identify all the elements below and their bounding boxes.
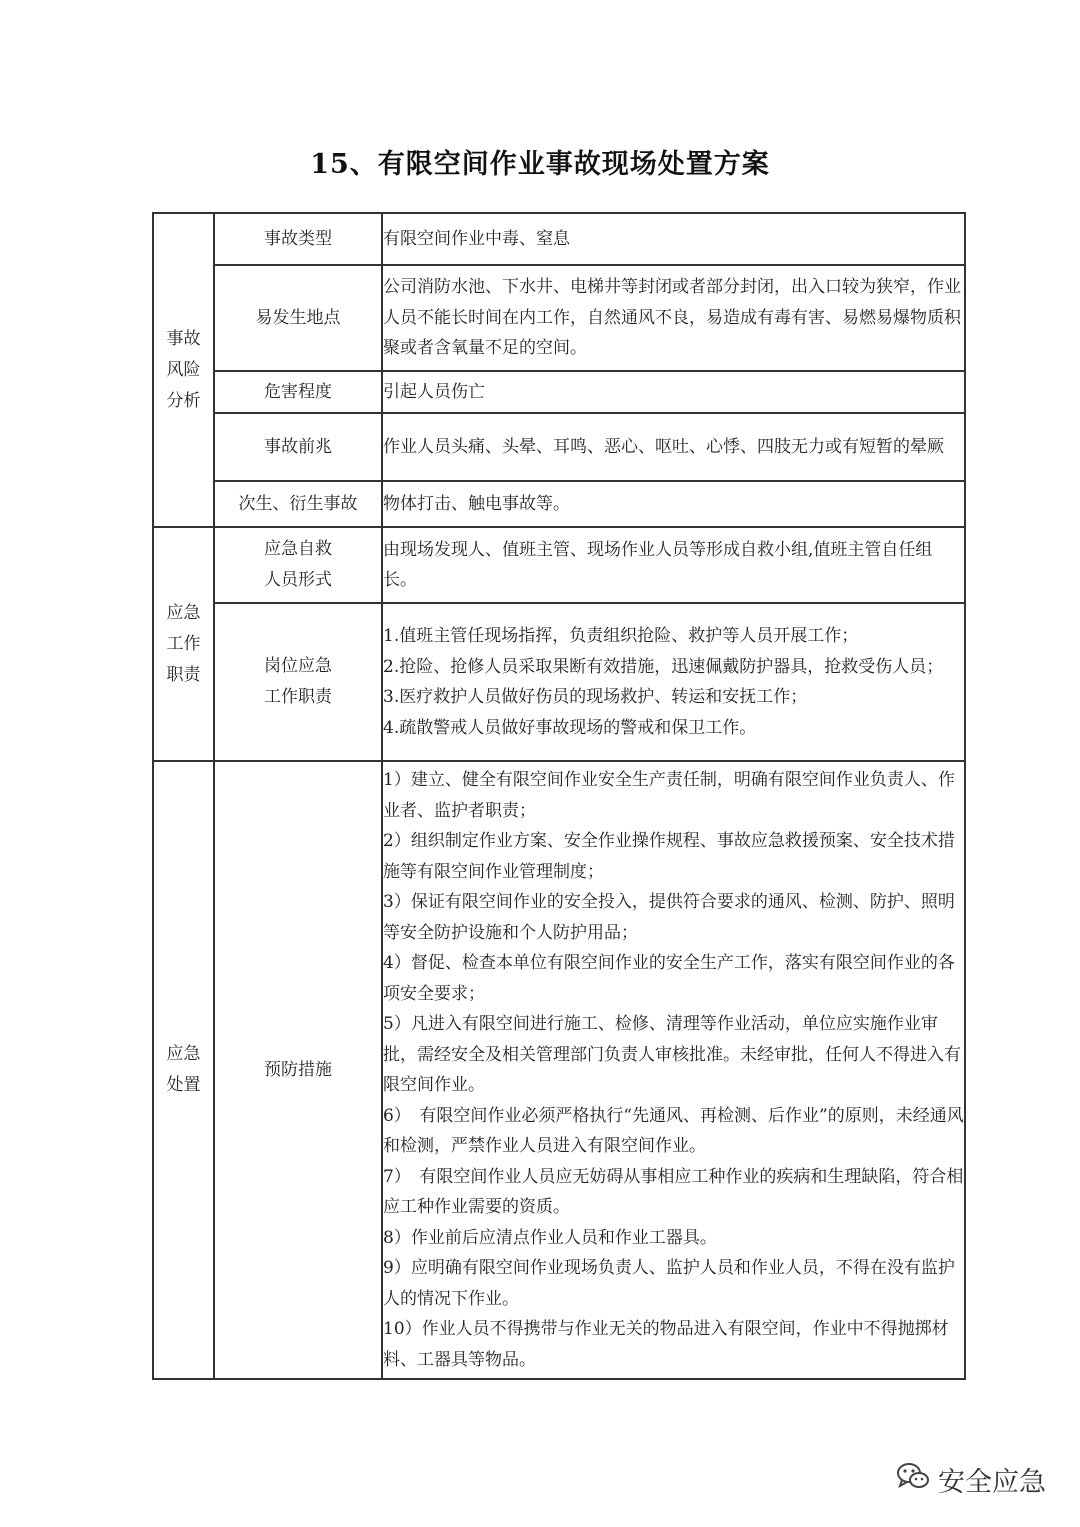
- row-label: [214, 371, 382, 413]
- row-label-text: 岗位应急工作职责: [264, 656, 332, 707]
- emergency-plan-table: [152, 212, 966, 1380]
- measure-item: 1）建立、健全有限空间作业安全生产责任制，明确有限空间作业负责人、作业者、监护者职责；: [383, 770, 955, 821]
- table-row: [153, 413, 965, 481]
- table-row: [153, 527, 965, 603]
- measure-item: 9）应明确有限空间作业现场负责人、监护人员和作业人员，不得在没有监护人的情况下作业。: [383, 1258, 955, 1309]
- row-value: [382, 603, 965, 761]
- measure-item: 7） 有限空间作业人员应无妨碍从事相应工种作业的疾病和生理缺陷，符合相应工种作业需要的资质。: [383, 1166, 964, 1217]
- row-label: [214, 527, 382, 603]
- row-value: 公司消防水池、下水井、电梯井等封闭或者部分封闭，出入口较为狭窄，作业人员不能长时间在内工作，自然通风不良，易造成有毒有害、易燃易爆物质积聚或者含氧量不足的空间。: [382, 265, 965, 371]
- row-value: 引起人员伤亡: [382, 371, 965, 413]
- section-label-text: 应急处置: [166, 1044, 201, 1095]
- section-label-duty: [153, 527, 214, 761]
- table-row: [153, 371, 965, 413]
- row-label-text: 应急自救人员形式: [264, 539, 332, 590]
- row-value: 物体打击、触电事故等。: [382, 481, 965, 527]
- measure-item: 5）凡进入有限空间进行施工、检修、清理等作业活动，单位应实施作业审批，需经安全及相关管理部门负责人审核批准。未经审批，任何人不得进入有限空间作业。: [383, 1014, 961, 1095]
- row-label: [214, 213, 382, 265]
- table-row: [153, 481, 965, 527]
- page-title: 15、有限空间作业事故现场处置方案: [310, 149, 770, 180]
- section-label-handling: [153, 761, 214, 1379]
- measure-item: 4）督促、检查本单位有限空间作业的安全生产工作，落实有限空间作业的各项安全要求；: [383, 953, 955, 1004]
- measure-item: 8）作业前后应清点作业人员和作业工器具。: [383, 1227, 717, 1248]
- row-value: [382, 761, 965, 1379]
- row-value: 由现场发现人、值班主管、现场作业人员等形成自救小组,值班主管自任组长。: [382, 527, 965, 603]
- watermark-text: 安全应急: [938, 1466, 1046, 1498]
- measure-item: 2）组织制定作业方案、安全作业操作规程、事故应急救援预案、安全技术措施等有限空间作业管理制度；: [383, 831, 955, 882]
- duty-item: 2.抢险、抢修人员采取果断有效措施，迅速佩戴防护器具，抢救受伤人员；: [383, 656, 944, 677]
- row-value: 作业人员头痛、头晕、耳鸣、恶心、呕吐、心悸、四肢无力或有短暂的晕厥: [382, 413, 965, 481]
- section-label-text: 应急工作职责: [166, 602, 201, 685]
- table-row: [153, 213, 965, 265]
- row-label-text: 危害程度: [264, 381, 332, 402]
- section-label-text: 事故风险分析: [166, 328, 201, 411]
- row-label-text: 次生、衍生事故: [238, 493, 358, 514]
- wechat-icon: [896, 1461, 938, 1498]
- row-label-text: 易发生地点: [255, 307, 341, 328]
- row-label: [214, 603, 382, 761]
- row-label: [214, 265, 382, 371]
- measure-item: 10）作业人员不得携带与作业无关的物品进入有限空间，作业中不得抛掷材料、工器具等物品。: [383, 1319, 949, 1370]
- row-label: [214, 413, 382, 481]
- row-label: [214, 481, 382, 527]
- section-label-risk: [153, 213, 214, 527]
- table-row: [153, 761, 965, 1379]
- table-row: [153, 265, 965, 371]
- row-label-text: 事故前兆: [264, 436, 332, 457]
- row-label: [214, 761, 382, 1379]
- account-watermark: [896, 1459, 1046, 1499]
- duty-item: 3.医疗救护人员做好伤员的现场救护、转运和安抚工作；: [383, 687, 808, 707]
- row-label-text: 预防措施: [264, 1059, 332, 1080]
- duty-item: 4.疏散警戒人员做好事故现场的警戒和保卫工作。: [383, 717, 757, 738]
- row-label-text: 事故类型: [264, 228, 332, 249]
- table-row: [153, 603, 965, 761]
- duty-item: 1.值班主管任现场指挥，负责组织抢险、救护等人员开展工作；: [383, 626, 859, 646]
- measure-item: 3）保证有限空间作业的安全投入，提供符合要求的通风、检测、防护、照明等安全防护设施和个人防护用品；: [383, 892, 955, 943]
- row-value: 有限空间作业中毒、窒息: [382, 213, 965, 265]
- measure-item: 6） 有限空间作业必须严格执行“先通风、再检测、后作业”的原则，未经通风和检测，严禁作业人员进入有限空间作业。: [383, 1105, 964, 1156]
